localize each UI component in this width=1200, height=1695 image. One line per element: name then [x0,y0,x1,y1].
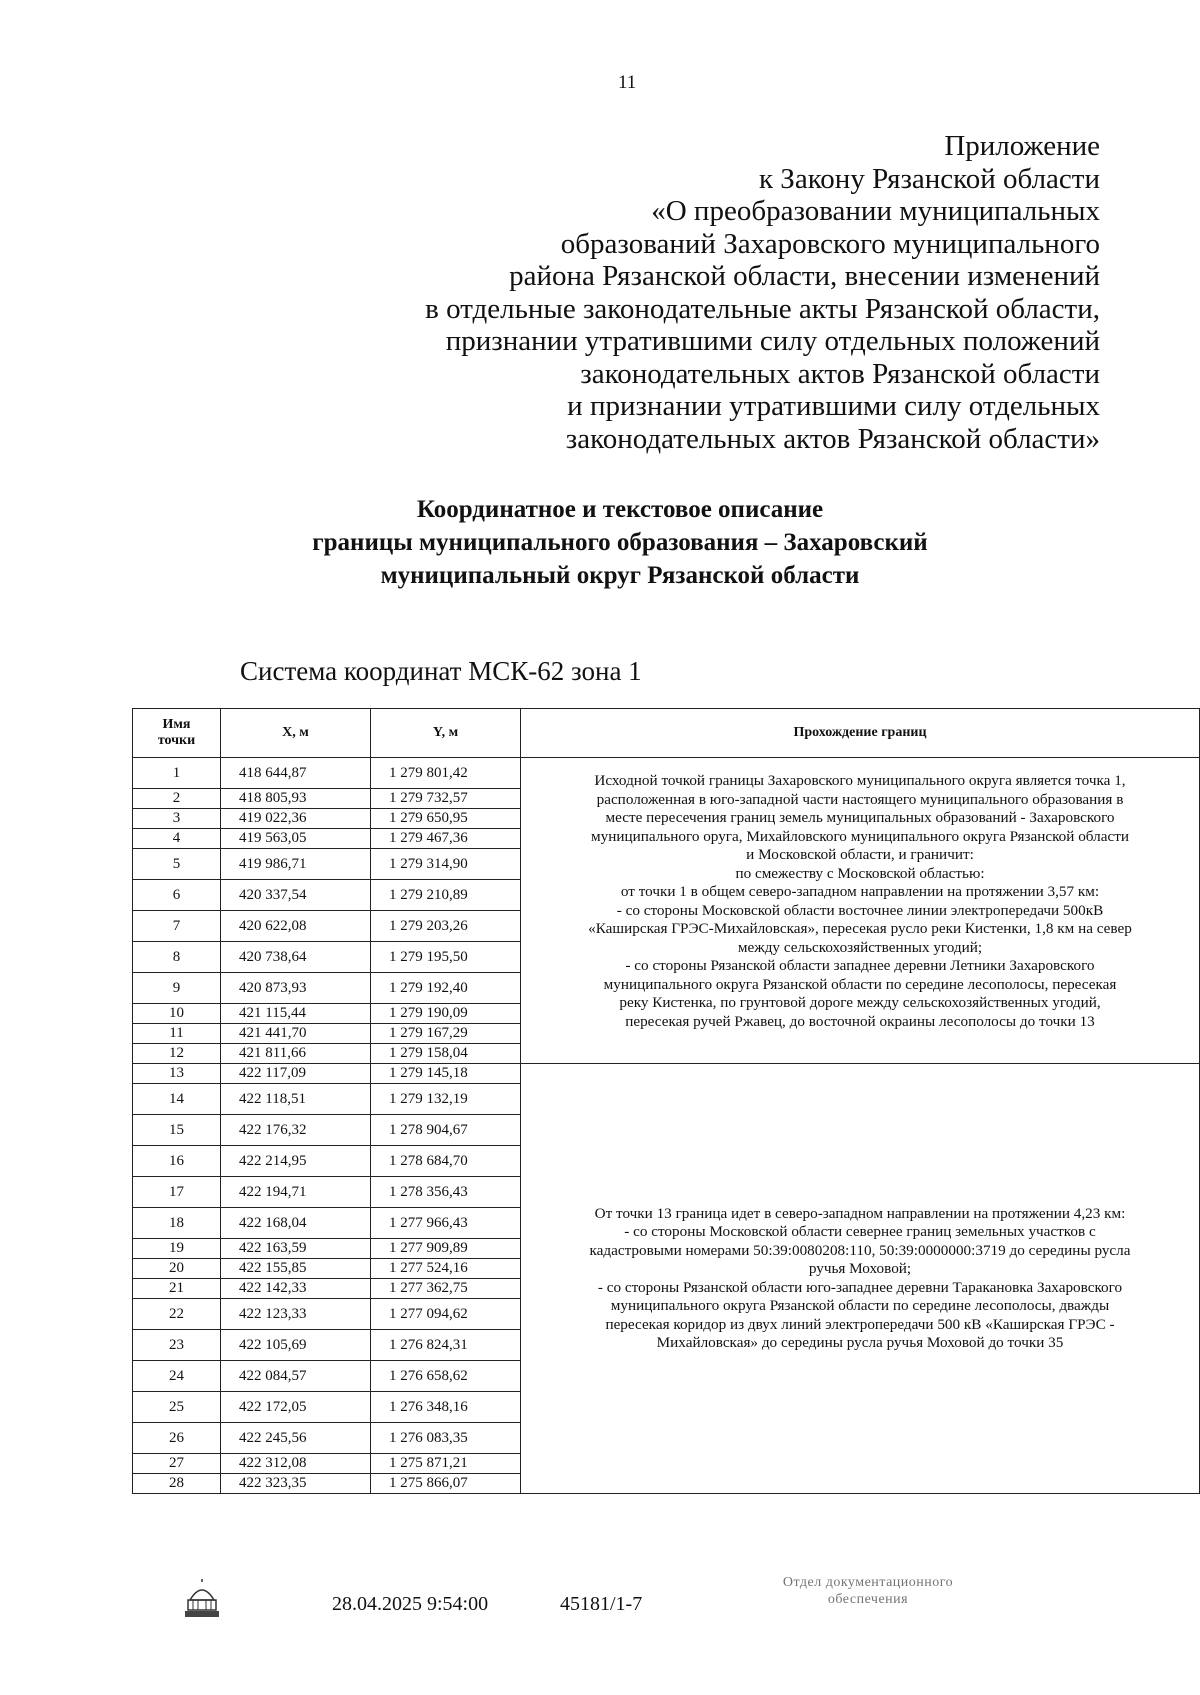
point-name-cell: 20 [133,1259,221,1279]
description-line: ручья Моховой; [808,1260,912,1277]
x-coordinate-cell: 420 873,93 [221,973,371,1004]
title-line: Координатное и текстовое описание [416,496,824,523]
table-body [133,758,1200,1494]
point-name-cell: 3 [133,809,221,829]
x-coordinate-cell: 422 084,57 [221,1361,371,1392]
table-header-row [133,709,1200,758]
y-coordinate-cell: 1 279 203,26 [371,911,521,942]
x-coordinate-cell: 422 312,08 [221,1454,371,1474]
header-x: X, м [221,709,371,758]
emblem-icon [182,1578,222,1620]
point-name-cell: 4 [133,829,221,849]
y-coordinate-cell: 1 279 192,40 [371,973,521,1004]
x-coordinate-cell: 419 563,05 [221,829,371,849]
description-line: реку Кистенка, по грунтовой дороге между сельскохозяйственных угодий, [619,994,1101,1011]
x-coordinate-cell: 422 123,33 [221,1299,371,1330]
description-line: муниципального округа Рязанской области по середине лесополосы, дважды [610,1297,1110,1314]
point-name-cell: 24 [133,1361,221,1392]
y-coordinate-cell: 1 279 210,89 [371,880,521,911]
x-coordinate-cell: 419 022,36 [221,809,371,829]
coordinates-table-wrap [132,708,1200,1494]
header-point-name-line1: Имя [162,717,191,732]
description-line: «Каширская ГРЭС-Михайловская», пересекая русло реки Кистенки, 1,8 км на север [588,920,1132,937]
y-coordinate-cell: 1 276 083,35 [371,1423,521,1454]
y-coordinate-cell: 1 279 158,04 [371,1044,521,1064]
description-line: пересекая коридор из двух линий электропередачи 500 кВ «Каширская ГРЭС - [605,1315,1115,1333]
boundary-description-1 [521,758,1200,1064]
table-row [133,758,1200,789]
x-coordinate-cell: 421 115,44 [221,1004,371,1024]
point-name-cell: 8 [133,942,221,973]
point-name-cell: 7 [133,911,221,942]
x-coordinate-cell: 422 163,59 [221,1239,371,1259]
table-row [133,1064,1200,1084]
point-name-cell: 23 [133,1330,221,1361]
header-point-name [133,709,221,758]
y-coordinate-cell: 1 277 909,89 [371,1239,521,1259]
x-coordinate-cell: 420 337,54 [221,880,371,911]
boundary-description-2 [521,1064,1200,1494]
point-name-cell: 12 [133,1044,221,1064]
y-coordinate-cell: 1 278 684,70 [371,1146,521,1177]
description-line: месте пересечения границ земель муниципальных образований - Захаровского [605,809,1115,826]
x-coordinate-cell: 422 105,69 [221,1330,371,1361]
description-line: - со стороны Московской области восточнее линии электропередачи 500кВ [616,901,1104,919]
description-line: - со стороны Рязанской области западнее деревни Летники Захаровского [625,957,1095,974]
description-line: пересекая ручей Ржавец, до восточной окраины лесополосы до точки 13 [625,1012,1095,1030]
y-coordinate-cell: 1 276 824,31 [371,1330,521,1361]
point-name-cell: 16 [133,1146,221,1177]
y-coordinate-cell: 1 279 145,18 [371,1064,521,1084]
point-name-cell: 1 [133,758,221,789]
x-coordinate-cell: 420 622,08 [221,911,371,942]
description-line: Исходной точкой границы Захаровского муниципального округа является точка 1, [594,772,1126,789]
department-stamp [728,1574,1008,1608]
point-name-cell: 19 [133,1239,221,1259]
description-line: муниципального оруга, Михайловского муниципального округа Рязанской области [591,827,1129,845]
point-name-cell: 5 [133,849,221,880]
y-coordinate-cell: 1 279 732,57 [371,789,521,809]
x-coordinate-cell: 422 142,33 [221,1279,371,1299]
description-line: - со стороны Рязанской области юго-западнее деревни Таракановка Захаровского [597,1278,1123,1296]
y-coordinate-cell: 1 279 167,29 [371,1024,521,1044]
description-line: От точки 13 граница идет в северо-западном направлении на протяжении 4,23 км: [594,1204,1126,1222]
appendix-line: Приложение [944,130,1100,162]
x-coordinate-cell: 422 172,05 [221,1392,371,1423]
point-name-cell: 17 [133,1177,221,1208]
description-line: муниципального округа Рязанской области по середине лесополосы, пересекая [603,975,1117,993]
appendix-header [400,130,1100,455]
footer-registration-number: 45181/1-7 [560,1593,643,1615]
appendix-line: района Рязанской области, внесении изменений [509,260,1100,292]
point-name-cell: 18 [133,1208,221,1239]
title-line: границы муниципального образования – Захаровский [312,529,928,556]
document-title [230,493,1010,592]
y-coordinate-cell: 1 279 195,50 [371,942,521,973]
point-name-cell: 28 [133,1474,221,1494]
y-coordinate-cell: 1 279 132,19 [371,1084,521,1115]
description-line: - со стороны Московской области севернее границ земельных участков с [624,1223,1096,1240]
footer-date: 28.04.2025 9:54:00 [332,1593,489,1615]
description-line: Михайловская» до середины русла ручья Моховой до точки 35 [656,1334,1064,1351]
y-coordinate-cell: 1 276 658,62 [371,1361,521,1392]
point-name-cell: 27 [133,1454,221,1474]
y-coordinate-cell: 1 278 904,67 [371,1115,521,1146]
appendix-line: образований Захаровского муниципального [560,227,1100,260]
x-coordinate-cell: 418 805,93 [221,789,371,809]
point-name-cell: 26 [133,1423,221,1454]
x-coordinate-cell: 422 214,95 [221,1146,371,1177]
y-coordinate-cell: 1 279 314,90 [371,849,521,880]
x-coordinate-cell: 422 118,51 [221,1084,371,1115]
point-name-cell: 25 [133,1392,221,1423]
appendix-line: законодательных актов Рязанской области [580,357,1100,390]
x-coordinate-cell: 420 738,64 [221,942,371,973]
x-coordinate-cell: 422 245,56 [221,1423,371,1454]
y-coordinate-cell: 1 277 966,43 [371,1208,521,1239]
x-coordinate-cell: 421 441,70 [221,1024,371,1044]
point-name-cell: 2 [133,789,221,809]
stamp-line: обеспечения [827,1592,909,1607]
x-coordinate-cell: 422 323,35 [221,1474,371,1494]
appendix-line: и признании утратившими силу отдельных [567,390,1100,422]
description-line: по смежеству с Московской областью: [735,864,985,882]
y-coordinate-cell: 1 277 524,16 [371,1259,521,1279]
coordinate-system-label: Система координат МСК-62 зона 1 [240,656,642,686]
title-line: муниципальный округ Рязанской области [380,562,860,589]
page-number: 11 [618,72,637,93]
y-coordinate-cell: 1 279 650,95 [371,809,521,829]
y-coordinate-cell: 1 275 866,07 [371,1474,521,1494]
point-name-cell: 9 [133,973,221,1004]
y-coordinate-cell: 1 277 362,75 [371,1279,521,1299]
description-line: кадастровыми номерами 50:39:0080208:110, 50:39:0000000:3719 до середины русла [589,1241,1131,1259]
coordinates-table [132,708,1200,1494]
x-coordinate-cell: 419 986,71 [221,849,371,880]
appendix-line: «О преобразовании муниципальных [651,195,1100,227]
point-name-cell: 10 [133,1004,221,1024]
x-coordinate-cell: 422 176,32 [221,1115,371,1146]
point-name-cell: 21 [133,1279,221,1299]
appendix-line: в отдельные законодательные акты Рязанской области, [425,292,1100,325]
point-name-cell: 6 [133,880,221,911]
description-line: и Московской области, и граничит: [746,846,974,863]
x-coordinate-cell: 422 168,04 [221,1208,371,1239]
x-coordinate-cell: 422 117,09 [221,1064,371,1084]
y-coordinate-cell: 1 276 348,16 [371,1392,521,1423]
description-line: от точки 1 в общем северо-западном направлении на протяжении 3,57 км: [620,883,1100,900]
x-coordinate-cell: 422 155,85 [221,1259,371,1279]
description-line: расположенная в юго-западной части настоящего муниципального образования в [596,790,1124,808]
header-point-name-line2: точки [157,733,196,748]
header-description: Прохождение границ [521,709,1200,758]
x-coordinate-cell: 422 194,71 [221,1177,371,1208]
x-coordinate-cell: 418 644,87 [221,758,371,789]
y-coordinate-cell: 1 275 871,21 [371,1454,521,1474]
y-coordinate-cell: 1 278 356,43 [371,1177,521,1208]
header-y: Y, м [371,709,521,758]
point-name-cell: 13 [133,1064,221,1084]
y-coordinate-cell: 1 279 190,09 [371,1004,521,1024]
y-coordinate-cell: 1 279 801,42 [371,758,521,789]
description-line: между сельскохозяйственных угодий; [737,938,983,956]
point-name-cell: 15 [133,1115,221,1146]
y-coordinate-cell: 1 277 094,62 [371,1299,521,1330]
appendix-line: признании утратившими силу отдельных положений [445,325,1100,357]
stamp-line: Отдел документационного [782,1575,954,1590]
point-name-cell: 11 [133,1024,221,1044]
appendix-line: к Закону Рязанской области [758,162,1100,195]
point-name-cell: 22 [133,1299,221,1330]
x-coordinate-cell: 421 811,66 [221,1044,371,1064]
point-name-cell: 14 [133,1084,221,1115]
y-coordinate-cell: 1 279 467,36 [371,829,521,849]
appendix-line: законодательных актов Рязанской области» [565,422,1100,455]
